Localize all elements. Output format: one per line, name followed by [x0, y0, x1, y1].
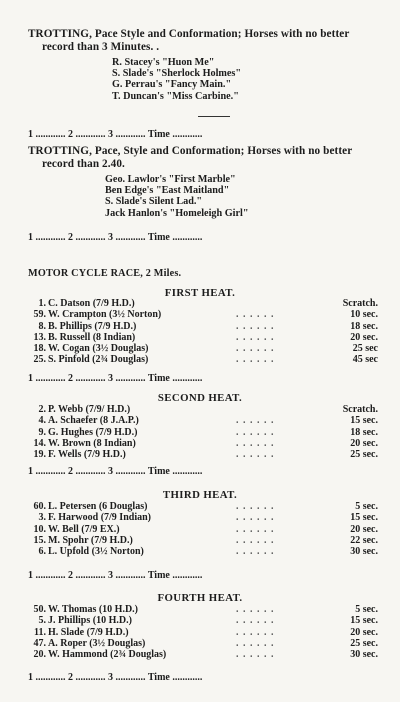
- entry-rider: W. Bell (7/9 EX.): [48, 523, 120, 535]
- entry-rider: L. Upfold (3½ Norton): [48, 546, 144, 558]
- entry-number: 13.: [33, 331, 46, 343]
- entry-rider: H. Slade (7/9 H.D.): [48, 626, 129, 638]
- heat-4-title: FOURTH HEAT.: [157, 592, 243, 604]
- trotting-1-heading-line-2: record than 3 Minutes. .: [42, 41, 160, 53]
- trotting-2-entry: S. Slade's Silent Lad.": [105, 196, 203, 208]
- leader-dots: . . . . . .: [236, 354, 275, 366]
- entry-handicap: 18 sec.: [350, 320, 378, 332]
- heat-entry: [18, 627, 378, 638]
- entry-rider: A. Schaefer (8 J.A.P.): [48, 415, 139, 427]
- heat-entry: [18, 512, 378, 523]
- entry-handicap: 20 sec.: [350, 626, 378, 638]
- entry-rider: B. Russell (8 Indian): [48, 331, 136, 343]
- trotting-2-entry: Ben Edge's "East Maitland": [105, 185, 230, 197]
- entry-number: 8.: [38, 320, 46, 332]
- entry-handicap: 15 sec.: [350, 615, 378, 627]
- entry-rider: B. Phillips (7/9 H.D.): [48, 320, 137, 332]
- entry-rider: A. Roper (3½ Douglas): [48, 637, 146, 649]
- heat-entry: [18, 343, 378, 354]
- heat-entry: [18, 427, 378, 438]
- entry-handicap: 20 sec.: [350, 523, 378, 535]
- heat-entry: [18, 604, 378, 615]
- entry-number: 2.: [38, 404, 46, 415]
- entry-number: 59.: [33, 309, 46, 321]
- trotting-2-heading: [28, 145, 388, 171]
- entry-number: 20.: [33, 649, 46, 661]
- leader-dots: . . . . . .: [236, 546, 275, 558]
- trotting-1-heading: [28, 28, 388, 54]
- entry-number: 3.: [38, 512, 46, 524]
- heat-entry: [18, 524, 378, 535]
- trotting-2-result-line: 1 ............ 2 ............ 3 ............ Time ............: [28, 232, 203, 243]
- trotting-1-entry: S. Slade's "Sherlock Holmes": [112, 68, 242, 80]
- entry-handicap: 25 sec.: [350, 637, 378, 649]
- entry-number: 25.: [33, 354, 46, 366]
- heat-entry: [18, 309, 378, 320]
- entry-handicap: 45 sec: [352, 354, 378, 366]
- trotting-2-entry: Jack Hanlon's "Homeleigh Girl": [105, 207, 249, 219]
- trotting-1-result-line: 1 ............ 2 ............ 3 ............ Time ............: [28, 129, 203, 140]
- heat-entry: [18, 298, 378, 309]
- entry-rider: M. Spohr (7/9 H.D.): [48, 534, 133, 546]
- entry-handicap: 5 sec.: [355, 501, 378, 512]
- entry-rider: G. Hughes (7/9 H.D.): [48, 426, 138, 438]
- leader-dots: . . . . . .: [236, 331, 275, 343]
- trotting-1-entry: G. Perrau's "Fancy Main.": [112, 79, 232, 91]
- entry-handicap: 25 sec.: [350, 449, 378, 461]
- heat-1-title: FIRST HEAT.: [164, 287, 236, 299]
- section-divider: [198, 116, 230, 117]
- heat-entry: [18, 615, 378, 626]
- trotting-1-heading-line-1: TROTTING, Pace Style and Conformation; Horses with no better: [28, 28, 350, 40]
- entry-rider: C. Datson (7/9 H.D.): [48, 298, 135, 309]
- heat-3-result-line: 1 ............ 2 ............ 3 ............ Time ............: [28, 570, 203, 581]
- entry-rider: P. Webb (7/9/ H.D.): [48, 404, 131, 415]
- heat-3-title: THIRD HEAT.: [162, 489, 238, 501]
- heat-entry: [18, 535, 378, 546]
- entry-rider: W. Cogan (3½ Douglas): [48, 343, 149, 355]
- entry-handicap: 15 sec.: [350, 415, 378, 427]
- trotting-2-heading-line-2: record than 2.40.: [42, 158, 125, 170]
- entry-rider: S. Pinfold (2¾ Douglas): [48, 354, 149, 366]
- heat-1-entries: [18, 298, 378, 366]
- leader-dots: . . . . . .: [236, 309, 275, 321]
- entry-handicap: 5 sec.: [355, 604, 378, 615]
- heat-2-title: SECOND HEAT.: [157, 392, 243, 404]
- entry-number: 10.: [33, 523, 46, 535]
- leader-dots: . . . . . .: [236, 534, 275, 546]
- entry-number: 1.: [38, 298, 46, 309]
- heat-entry: [18, 438, 378, 449]
- heat-entry: [18, 415, 378, 426]
- entry-rider: W. Hammond (2¾ Douglas): [48, 649, 167, 661]
- leader-dots: . . . . . .: [236, 437, 275, 449]
- heat-entry: [18, 404, 378, 415]
- trotting-1-entry: R. Stacey's "Huon Me": [112, 57, 215, 68]
- heat-entry: [18, 649, 378, 660]
- leader-dots: . . . . . .: [236, 512, 275, 524]
- entry-rider: L. Petersen (6 Douglas): [48, 501, 148, 512]
- heat-entry: [18, 638, 378, 649]
- leader-dots: . . . . . .: [236, 615, 275, 627]
- entry-number: 5.: [38, 615, 46, 627]
- entry-handicap: 30 sec.: [350, 649, 378, 661]
- heat-entry: [18, 501, 378, 512]
- entry-number: 60.: [33, 501, 46, 512]
- entry-number: 4.: [38, 415, 46, 427]
- entry-number: 6.: [38, 546, 46, 558]
- entry-rider: F. Harwood (7/9 Indian): [48, 512, 151, 524]
- heat-4-result-line: 1 ............ 2 ............ 3 ............ Time ............: [28, 672, 203, 683]
- motor-race-title: MOTOR CYCLE RACE, 2 Miles.: [28, 268, 182, 279]
- leader-dots: . . . . . .: [236, 426, 275, 438]
- heat-4-entries: [18, 604, 378, 660]
- entry-rider: W. Thomas (10 H.D.): [48, 604, 139, 615]
- entry-rider: J. Phillips (10 H.D.): [48, 615, 132, 627]
- leader-dots: . . . . . .: [236, 343, 275, 355]
- entry-handicap: 22 sec.: [350, 534, 378, 546]
- leader-dots: . . . . . .: [236, 604, 275, 615]
- entry-number: 9.: [38, 426, 46, 438]
- leader-dots: . . . . . .: [236, 415, 275, 427]
- leader-dots: . . . . . .: [236, 523, 275, 535]
- entry-handicap: Scratch.: [342, 404, 378, 415]
- heat-2-result-line: 1 ............ 2 ............ 3 ............ Time ............: [28, 466, 203, 477]
- entry-handicap: 10 sec.: [350, 309, 378, 321]
- leader-dots: . . . . . .: [236, 649, 275, 661]
- heat-1-result-line: 1 ............ 2 ............ 3 ............ Time ............: [28, 373, 203, 384]
- entry-number: 14.: [33, 437, 46, 449]
- entry-number: 47.: [33, 637, 46, 649]
- entry-number: 19.: [33, 449, 46, 461]
- entry-handicap: 20 sec.: [350, 331, 378, 343]
- entry-number: 18.: [33, 343, 46, 355]
- entry-handicap: 30 sec.: [350, 546, 378, 558]
- entry-rider: W. Crampton (3½ Norton): [48, 309, 162, 321]
- entry-rider: F. Wells (7/9 H.D.): [48, 449, 126, 461]
- trotting-1-entries: [112, 57, 241, 102]
- entry-handicap: 20 sec.: [350, 437, 378, 449]
- entry-number: 11.: [34, 626, 46, 638]
- heat-entry: [18, 354, 378, 365]
- heat-entry: [18, 321, 378, 332]
- trotting-2-entries: [105, 174, 248, 219]
- leader-dots: . . . . . .: [236, 637, 275, 649]
- heat-entry: [18, 449, 378, 460]
- leader-dots: . . . . . .: [236, 626, 275, 638]
- entry-number: 50.: [33, 604, 46, 615]
- entry-number: 15.: [33, 534, 46, 546]
- heat-3-entries: [18, 501, 378, 557]
- entry-handicap: 18 sec.: [350, 426, 378, 438]
- leader-dots: . . . . . .: [236, 501, 275, 512]
- trotting-2-entry: Geo. Lawlor's "First Marble": [105, 174, 236, 185]
- entry-handicap: Scratch.: [342, 298, 378, 309]
- leader-dots: . . . . . .: [236, 449, 275, 461]
- heat-2-entries: [18, 404, 378, 460]
- leader-dots: . . . . . .: [236, 320, 275, 332]
- trotting-2-heading-line-1: TROTTING, Pace, Style and Conformation; Horses with no better: [28, 145, 353, 157]
- heat-entry: [18, 546, 378, 557]
- entry-handicap: 25 sec: [352, 343, 378, 355]
- trotting-1-entry: T. Duncan's "Miss Carbine.": [112, 90, 239, 102]
- heat-entry: [18, 332, 378, 343]
- entry-handicap: 15 sec.: [350, 512, 378, 524]
- entry-rider: W. Brown (8 Indian): [48, 437, 136, 449]
